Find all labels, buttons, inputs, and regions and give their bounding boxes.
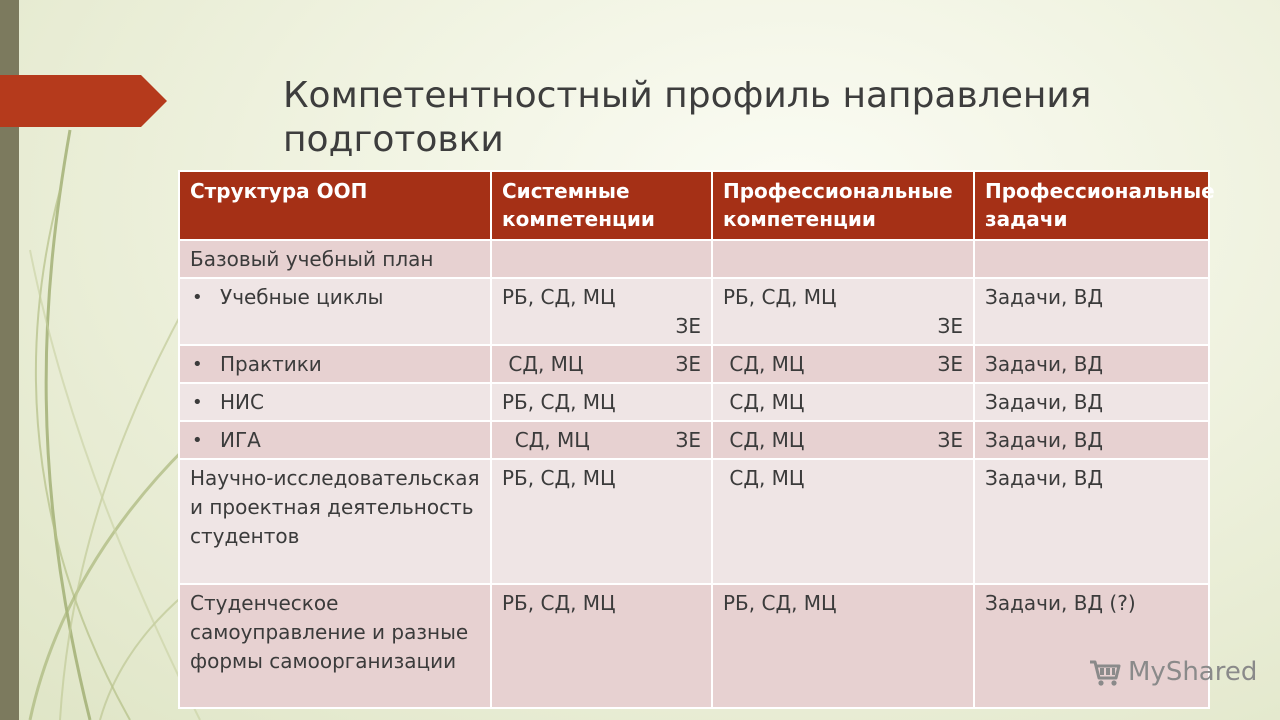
cell-tasks: Задачи, ВД [974, 383, 1209, 421]
cell-system: СД, МЦ [502, 428, 590, 452]
cell-tasks: Задачи, ВД [974, 459, 1209, 584]
row-label: • Практики [190, 350, 480, 379]
watermark [1088, 656, 1257, 688]
row-label: Научно-исследовательская и проектная деятельность студентов [179, 459, 491, 584]
row-label: • НИС [190, 388, 480, 417]
cell-professional: СД, МЦ [712, 383, 974, 421]
row-label: Базовый учебный план [179, 240, 491, 278]
cell-tasks: Задачи, ВД (?) [974, 584, 1209, 708]
title-arrow-marker [0, 75, 167, 127]
cell-system: РБ, СД, МЦ [491, 584, 712, 708]
cell-professional-ze: ЗЕ [937, 428, 963, 452]
cell-system: РБ, СД, МЦ [491, 459, 712, 584]
cell-professional [712, 240, 974, 278]
header-professional-competences: Профессиональные компетенции [712, 171, 974, 240]
table-header-row [179, 171, 1209, 240]
slide-title: Компетентностный профиль направления подготовки [283, 75, 1092, 160]
table-row [179, 421, 1209, 459]
cell-system-ze: ЗЕ [675, 428, 701, 452]
cell-system: РБ, СД, МЦ [491, 383, 712, 421]
row-label: • ИГА [190, 426, 480, 455]
table-row [179, 345, 1209, 383]
row-label: Студенческое самоуправление и разные формы самоорганизации [179, 584, 491, 708]
cell-system: РБ, СД, МЦ [502, 285, 616, 309]
table-row [179, 383, 1209, 421]
table-row [179, 240, 1209, 278]
cell-system-ze: ЗЕ [675, 314, 701, 338]
cell-system: СД, МЦ [502, 352, 584, 376]
header-system-competences: Системные компетенции [491, 171, 712, 240]
cell-system-ze: ЗЕ [675, 352, 701, 376]
cell-professional: РБ, СД, МЦ [723, 285, 837, 309]
table-row [179, 584, 1209, 708]
cell-professional: СД, МЦ [712, 459, 974, 584]
cell-system [491, 240, 712, 278]
cell-professional: РБ, СД, МЦ [712, 584, 974, 708]
row-label: • Учебные циклы [190, 283, 480, 312]
cell-tasks: Задачи, ВД [974, 345, 1209, 383]
cell-tasks: Задачи, ВД [974, 421, 1209, 459]
cell-professional-ze: ЗЕ [937, 314, 963, 338]
table-row [179, 459, 1209, 584]
cell-professional-ze: ЗЕ [937, 352, 963, 376]
cell-tasks: Задачи, ВД [974, 278, 1209, 345]
cell-professional: СД, МЦ [723, 428, 805, 452]
table-row [179, 278, 1209, 345]
cell-tasks [974, 240, 1209, 278]
cell-professional: СД, МЦ [723, 352, 805, 376]
watermark-text: MyShared [1128, 657, 1258, 687]
header-oop-structure: Структура ООП [179, 171, 491, 240]
header-professional-tasks: Профессиональные задачи [974, 171, 1209, 240]
competence-profile-table [178, 170, 1215, 709]
shopping-cart-icon [1088, 656, 1122, 688]
